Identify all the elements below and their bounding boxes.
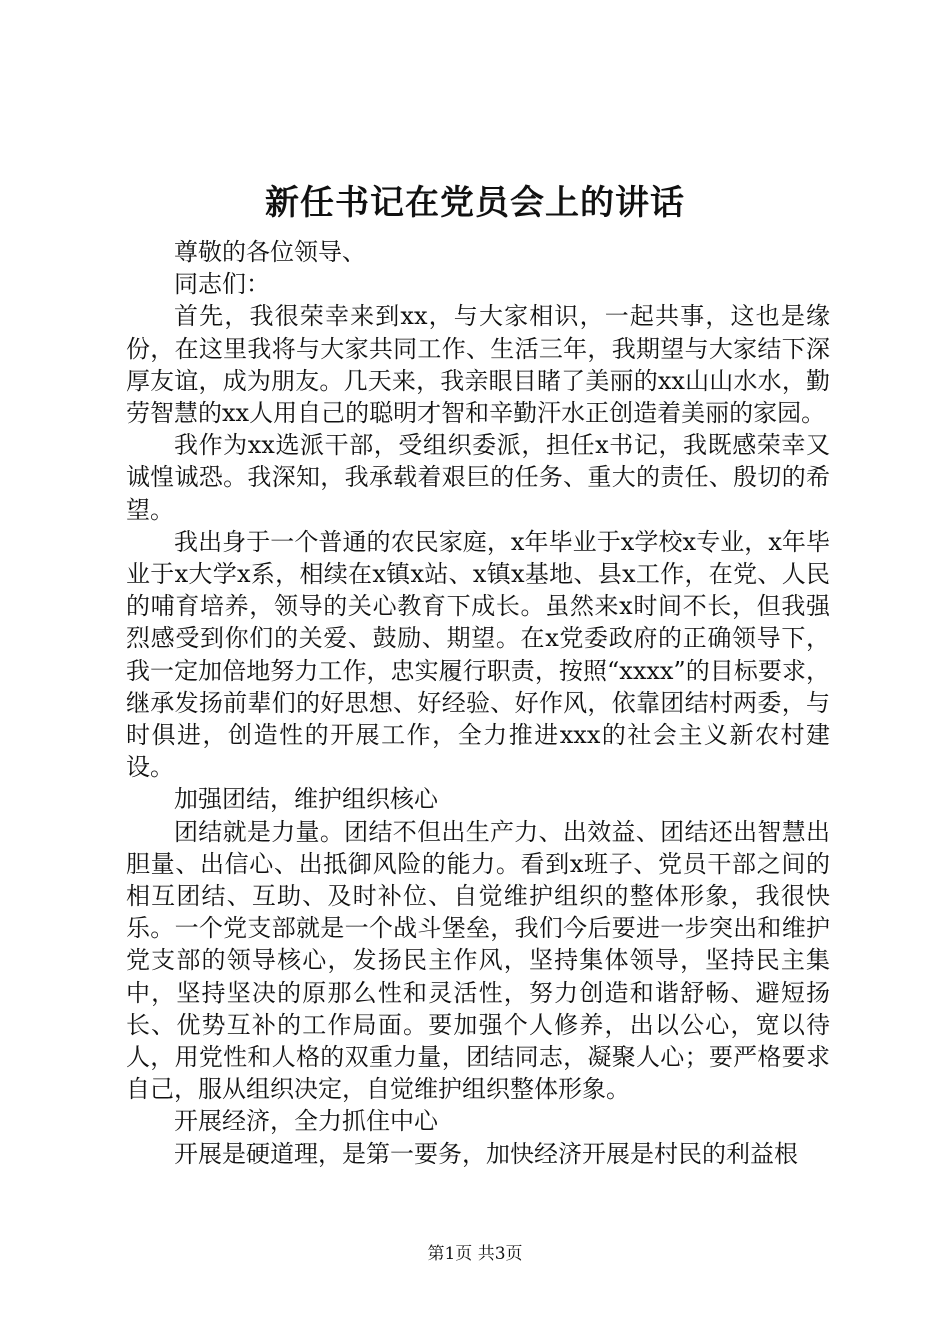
document-title: 新任书记在党员会上的讲话 <box>265 183 685 223</box>
salutation-line-1: 尊敬的各位领导、 <box>174 238 366 266</box>
paragraph-intro: 首先，我很荣幸来到xx，与大家相识，一起共事，这也是缘份，在这里我将与大家共同工作、生活三年，我期望与大家结下深厚友谊，成为朋友。几天来，我亲眼目睹了美丽的xx山山水水，勤劳智慧的xx人用自己的聪明才智和辛勤汗水正创造着美丽的家园。 <box>126 302 830 428</box>
paragraph-appointment: 我作为xx选派干部，受组织委派，担任x书记，我既感荣幸又诚惶诚恐。我深知，我承载着艰巨的任务、重大的责任、殷切的希望。 <box>126 431 830 524</box>
document-body <box>126 236 830 1170</box>
salutation-line-2: 同志们： <box>174 270 270 299</box>
paragraph-economy: 开展是硬道理，是第一要务，加快经济开展是村民的利益根 <box>174 1139 798 1168</box>
page-number-footer: 第1页 共3页 <box>427 1244 523 1264</box>
paragraph-unity: 团结就是力量。团结不但出生产力、出效益、团结还出智慧出胆量、出信心、出抵御风险的能力。看到x班子、党员干部之间的相互团结、互助、及时补位、自觉维护组织的整体形象，我很快乐。一个党支部就是一个战斗堡垒，我们今后要进一步突出和维护党支部的领导核心，发扬民主作风，坚持集体领导，坚持民主集中，坚持坚决的原那么性和灵活性，努力创造和谐舒畅、避短扬长、优势互补的工作局面。要加强个人修养，出以公心，宽以待人，用党性和人格的双重力量，团结同志，凝聚人心；要严格要求自己，服从组织决定，自觉维护组织整体形象。 <box>126 817 830 1104</box>
section-heading-unity: 加强团结，维护组织核心 <box>174 785 438 814</box>
section-heading-economy: 开展经济，全力抓住中心 <box>174 1107 438 1136</box>
paragraph-background: 我出身于一个普通的农民家庭，x年毕业于x学校x专业，x年毕业于x大学x系，相续在x镇x站、x镇x基地、县x工作，在党、人民的哺育培养，领导的关心教育下成长。虽然来x时间不长，但我强烈感受到你们的关爱、鼓励、期望。在x党委政府的正确领导下，我一定加倍地努力工作，忠实履行职责，按照“xxxx”的目标要求，继承发扬前辈们的好思想、好经验、好作风，依靠团结村两委，与时俱进，创造性的开展工作，全力推进xxx的社会主义新农村建设。 <box>126 527 830 782</box>
